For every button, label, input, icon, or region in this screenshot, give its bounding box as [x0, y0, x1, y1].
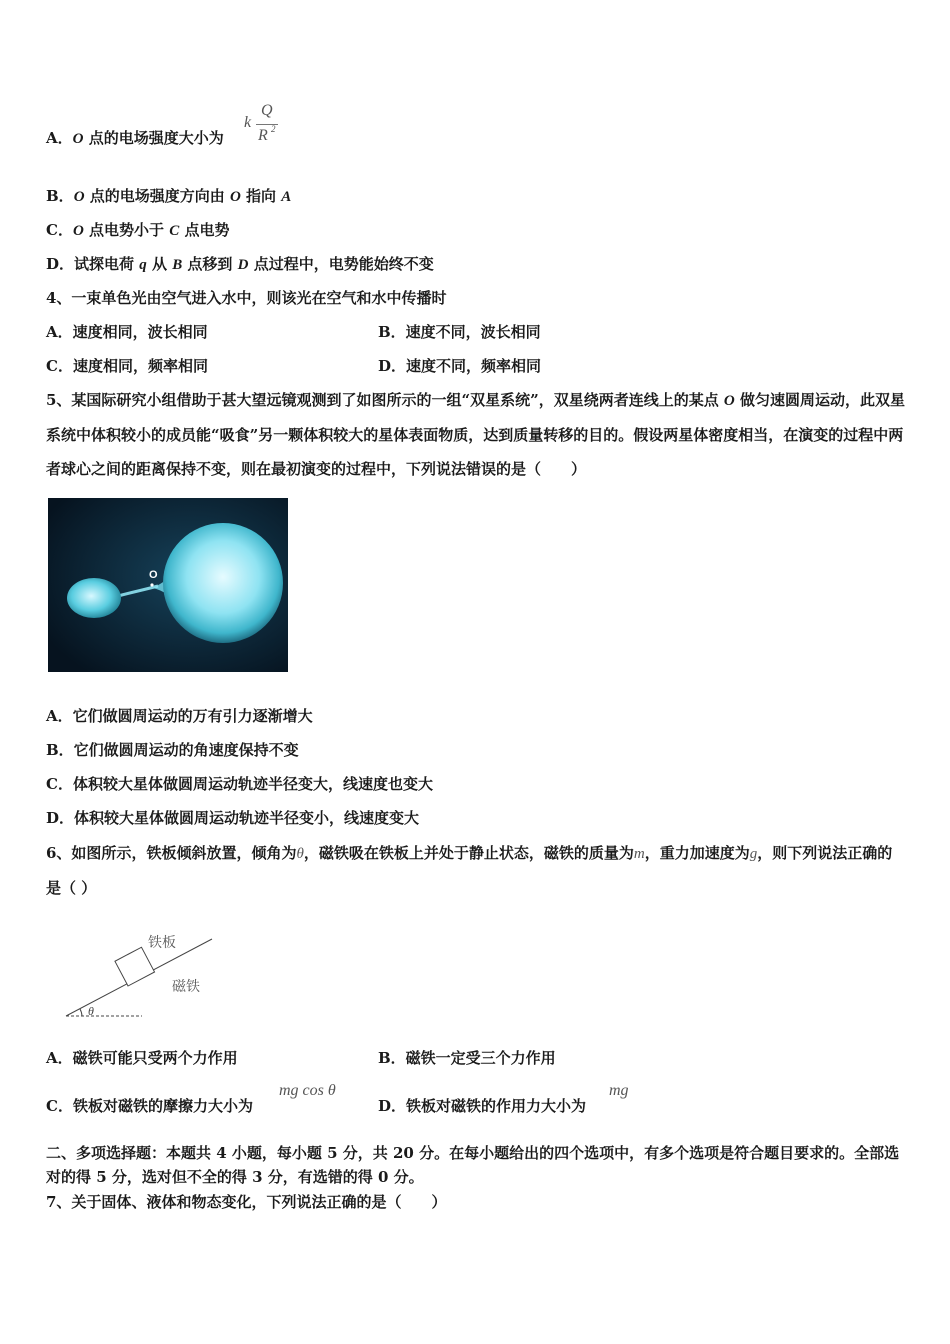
- q3-a-var-o: O: [72, 131, 84, 147]
- small-star: [67, 578, 121, 618]
- angle-label: θ: [88, 1004, 94, 1018]
- q5-stem: 5、某国际研究小组借助于甚大望远镜观测到了如图所示的一组“双星系统”，双星绕两者连线上的某点 O 做匀速圆周运动，此双星系统中体积较小的成员能“吸食”另一颗体积较大的星体表面物质，达到质量转移的目的。假设两星体密度相当，在演变的过程中两者球心之间的距离保持不变，则在最初演变的过程中，下列说法错误的是（ ）: [46, 391, 905, 478]
- incline-diagram: [60, 926, 220, 1026]
- q5-option-d: D．体积较大星体做圆周运动轨迹半径变小，线速度变大: [46, 809, 420, 827]
- q4-stem: 4、一束单色光由空气进入水中，则该光在空气和水中传播时: [46, 289, 447, 307]
- magnet-label: 磁铁: [172, 979, 200, 995]
- q4-option-b: B．速度不同，波长相同: [378, 323, 541, 341]
- q3-option-c: C．O 点电势小于 C 点电势: [46, 221, 230, 239]
- binary-star-image: [48, 498, 288, 672]
- magnet-block: [115, 947, 155, 986]
- q6-option-a: A．磁铁可能只受两个力作用: [46, 1049, 238, 1067]
- q4-option-c: C．速度相同，频率相同: [46, 357, 208, 375]
- photo-label-o: O: [149, 569, 158, 581]
- q5-option-c: C．体积较大星体做圆周运动轨迹半径变大，线速度也变大: [46, 775, 433, 793]
- q5-option-a: A．它们做圆周运动的万有引力逐渐增大: [46, 707, 313, 725]
- q6-stem: 6、如图所示，铁板倾斜放置，倾角为θ，磁铁吸在铁板上并处于静止状态，磁铁的质量为m，重力加速度为g，则下列说法正确的是（ ）: [46, 844, 893, 897]
- q4-option-a: A．速度相同，波长相同: [46, 323, 208, 341]
- plate-label: 铁板: [148, 935, 176, 951]
- q6-option-d: D．铁板对磁铁的作用力大小为: [378, 1097, 587, 1115]
- q3-option-a: A．O 点的电场强度大小为: [46, 129, 224, 147]
- incline-figure: [60, 926, 220, 1026]
- q3-option-d: D．试探电荷 q 从 B 点移到 D 点过程中，电势能始终不变: [46, 255, 434, 273]
- q6-d-formula: mg: [609, 1082, 629, 1099]
- large-star: [163, 523, 283, 643]
- q6-option-c: C．铁板对磁铁的摩擦力大小为: [46, 1097, 253, 1115]
- q5-option-b: B．它们做圆周运动的角速度保持不变: [46, 741, 299, 759]
- q6-c-formula: mg cos θ: [279, 1082, 336, 1099]
- section-2-heading: 二、多项选择题：本题共 4 小题，每小题 5 分，共 20 分。在每小题给出的四个选项中，有多个选项是符合题目要求的。全部选对的得 5 分，选对但不全的得 3 分，有选错的得 0 分。: [46, 1144, 900, 1186]
- q3-option-b: B．O 点的电场强度方向由 O 指向 A: [46, 187, 292, 205]
- q6-option-b: B．磁铁一定受三个力作用: [378, 1049, 556, 1067]
- q7-stem: 7、关于固体、液体和物态变化，下列说法正确的是（ ）: [46, 1193, 447, 1211]
- binary-star-illustration: [48, 498, 288, 672]
- q4-option-d: D．速度不同，频率相同: [378, 357, 542, 375]
